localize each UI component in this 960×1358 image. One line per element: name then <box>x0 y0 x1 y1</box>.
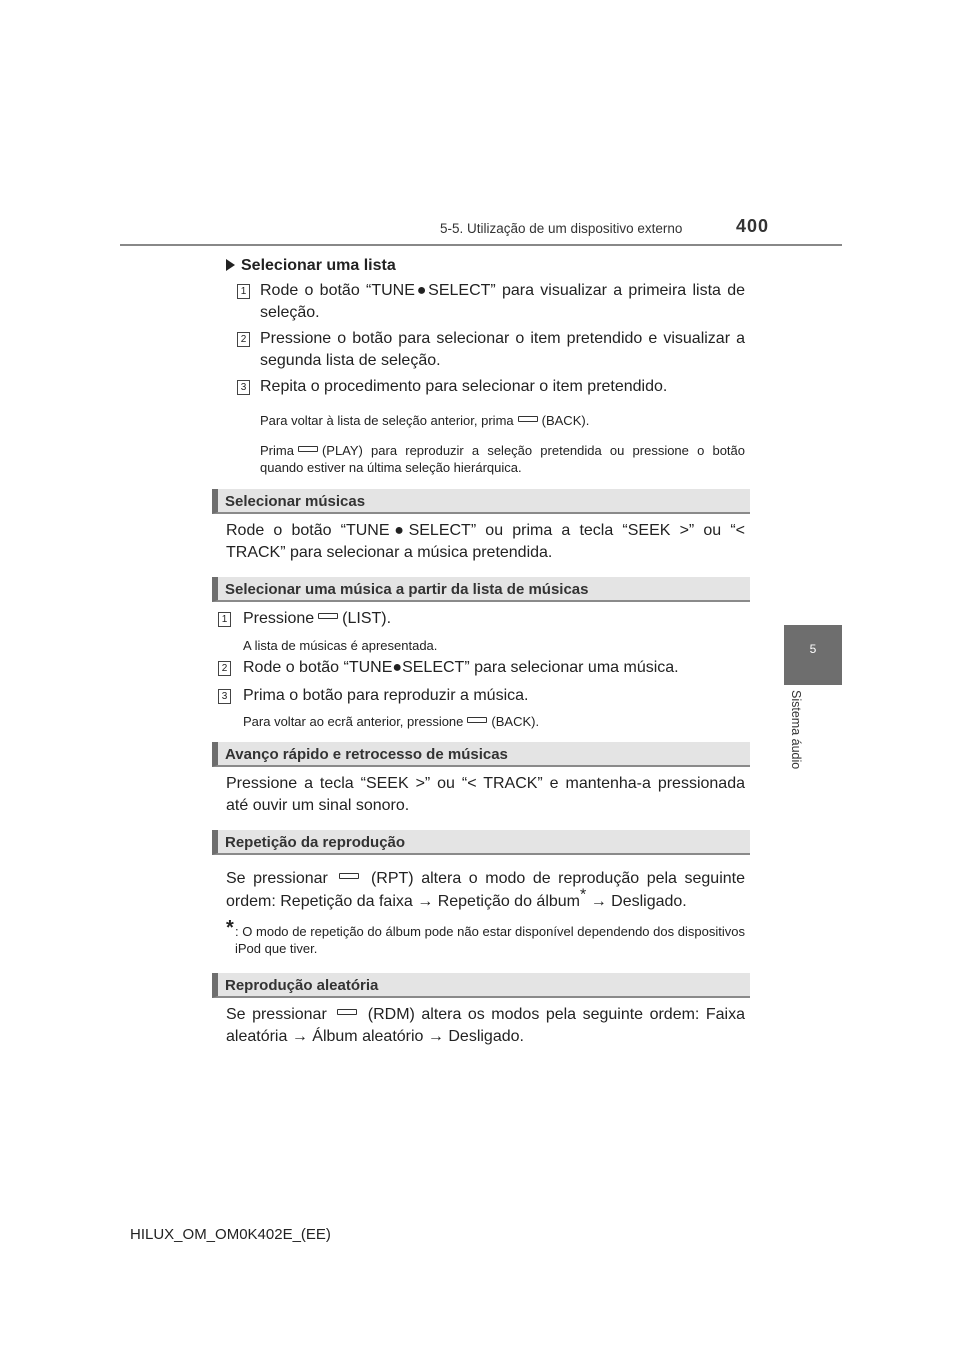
subsection-title-text: Selecionar uma lista <box>241 257 396 274</box>
note <box>260 442 745 476</box>
paragraph-text: (RDM) altera os modos pela seguinte ordem: Faixa <box>367 1006 745 1023</box>
chapter-tab: 5 <box>784 625 842 685</box>
note-text: (PLAY) para reproduzir a seleção pretendida ou pressione o botão quando estiver na última seleção hierárquica. <box>260 443 745 475</box>
section-heading-text: Reprodução aleatória <box>225 977 379 994</box>
paragraph-text: aleatória <box>226 1028 288 1045</box>
paragraph-text: Se pressionar <box>226 1006 327 1023</box>
arrow-icon: → <box>417 893 434 910</box>
step-number-1: 1 <box>237 284 250 299</box>
paragraph-line-2 <box>226 886 745 913</box>
step-text: Pressione <box>243 610 315 627</box>
step-number-3: 3 <box>218 689 231 704</box>
paragraph-text: Repetição do álbum <box>437 893 580 910</box>
chapter-label <box>787 690 807 790</box>
subsection-title <box>226 255 396 277</box>
triangle-bullet-icon <box>226 259 235 271</box>
section-heading <box>212 489 750 514</box>
button-icon <box>318 613 338 619</box>
step-text-1: Rode o botão “TUNE●SELECT” para visualizar a primeira lista de seleção. <box>260 282 745 321</box>
step-text-3: Prima o botão para reproduzir a música. <box>243 687 529 704</box>
note: A lista de músicas é apresentada. <box>243 638 438 653</box>
note <box>260 412 745 429</box>
step-text-1 <box>243 608 748 630</box>
step-number-2: 2 <box>237 332 250 347</box>
step-number-1: 1 <box>218 612 231 627</box>
paragraph-text: Desligado. <box>448 1028 524 1045</box>
note <box>243 713 748 730</box>
button-icon <box>337 1009 357 1015</box>
paragraph-text: (RPT) altera o modo de reprodução pela seguinte <box>370 870 745 887</box>
note-text: (BACK). <box>491 714 540 729</box>
paragraph-line-1 <box>226 868 745 890</box>
header-divider <box>120 244 842 246</box>
footnote-mark: * <box>226 917 234 939</box>
step-text-3: Repita o procedimento para selecionar o item pretendido. <box>260 378 668 395</box>
button-icon <box>518 416 538 422</box>
section-heading <box>212 742 750 767</box>
button-icon <box>298 446 318 452</box>
note-text: Prima <box>260 443 294 458</box>
paragraph-text: ordem: Repetição da faixa <box>226 893 413 910</box>
section-heading <box>212 973 750 998</box>
chapter-label-text: Sistema áudio <box>789 690 803 770</box>
paragraph-line-2 <box>226 1026 745 1048</box>
arrow-icon: → <box>590 893 607 910</box>
section-heading-text: Selecionar músicas <box>225 493 366 510</box>
step-number-3: 3 <box>237 380 250 395</box>
paragraph-text: Desligado. <box>611 893 687 910</box>
button-icon <box>339 873 359 879</box>
note-text: Para voltar ao ecrã anterior, pressione <box>243 714 464 729</box>
step-text-2: Rode o botão “TUNE●SELECT” para selecionar uma música. <box>243 659 679 676</box>
paragraph: Rode o botão “TUNE●SELECT” ou prima a tecla “SEEK >” ou “< TRACK” para selecionar a música pretendida. <box>226 522 745 561</box>
button-icon <box>467 717 487 723</box>
step-number-2: 2 <box>218 661 231 676</box>
paragraph-text: Álbum aleatório <box>312 1028 424 1045</box>
arrow-icon: → <box>427 1028 444 1045</box>
note-text: Para voltar à lista de seleção anterior, prima <box>260 413 514 428</box>
footnote: : O modo de repetição do álbum pode não estar disponível dependendo dos dispositivos iPod que tiver. <box>235 924 745 956</box>
paragraph-text: Se pressionar <box>226 870 328 887</box>
section-heading <box>212 577 750 602</box>
paragraph: Pressione a tecla “SEEK >” ou “< TRACK” e mantenha-a pressionada até ouvir um sinal sonoro. <box>226 775 745 814</box>
note-text: (BACK). <box>541 413 590 428</box>
arrow-icon: → <box>291 1028 308 1045</box>
section-heading-text: Repetição da reprodução <box>225 834 406 851</box>
section-heading-text: Avanço rápido e retrocesso de músicas <box>225 746 508 763</box>
section-heading-text: Selecionar uma música a partir da lista de músicas <box>225 581 589 598</box>
document-code: HILUX_OM_OM0K402E_(EE) <box>130 1226 331 1243</box>
paragraph-line-1 <box>226 1004 745 1026</box>
section-heading <box>212 830 750 855</box>
step-text: (LIST). <box>342 610 392 627</box>
page-number: 400 <box>736 216 770 236</box>
asterisk-mark: * <box>580 886 587 904</box>
step-text-2: Pressione o botão para selecionar o item pretendido e visualizar a segunda lista de seleção. <box>260 330 745 369</box>
section-title: 5-5. Utilização de um dispositivo externo <box>440 221 683 236</box>
